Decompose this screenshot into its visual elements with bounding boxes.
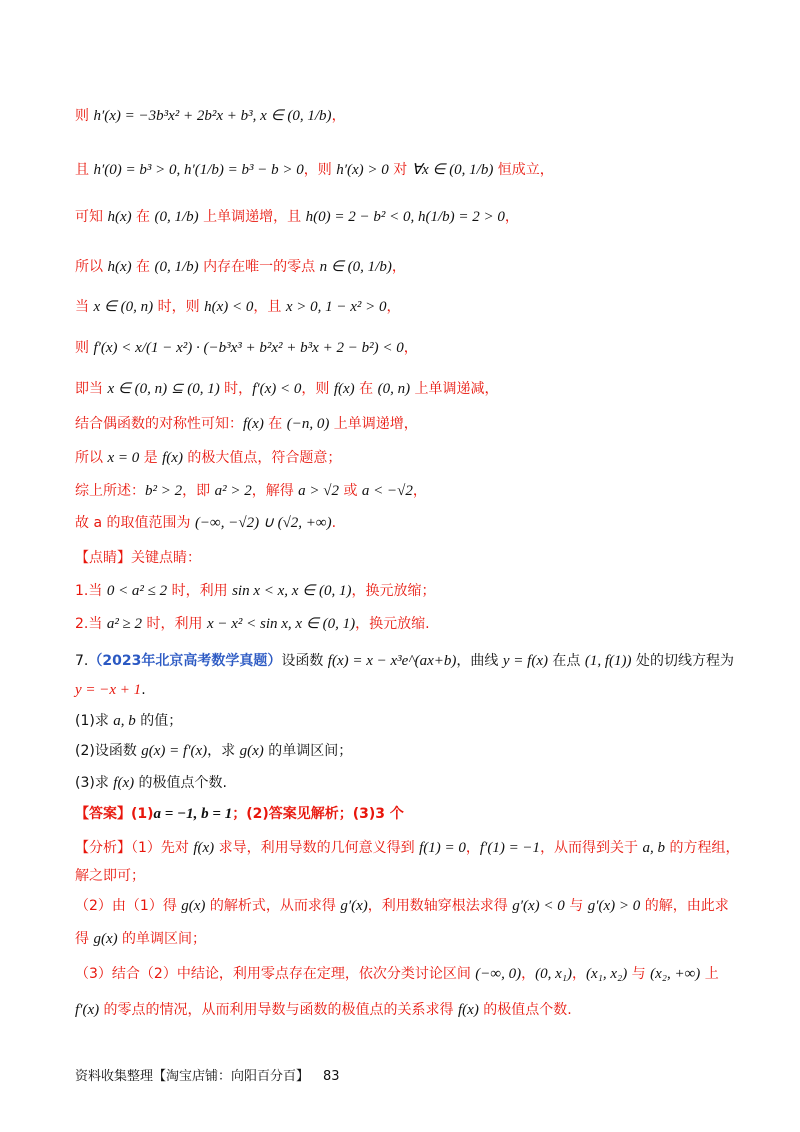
problem-7-statement: 7.（2023年北京高考数学真题）设函数 f(x) = x − x³e^(ax+b)，曲线 y = f(x) 在点 (1, f(1)) 处的切线方程为: [75, 653, 734, 669]
solution-line-unique-zero: 所以 h(x) 在 (0, 1/b) 内存在唯一的零点 n ∈ (0, 1/b)，: [75, 259, 406, 275]
solution-line-symmetry: 结合偶函数的对称性可知：f(x) 在 (−n, 0) 上单调递增，: [75, 416, 418, 432]
solution-line-h-negative: 当 x ∈ (0, n) 时，则 h(x) < 0，且 x > 0, 1 − x² > 0，: [75, 299, 401, 315]
problem-source: （2023年北京高考数学真题）: [88, 653, 282, 669]
problem-7-tangent-line: y = −x + 1.: [75, 682, 146, 698]
solution-line-f-decreasing: 即当 x ∈ (0, n) ⊆ (0, 1) 时，f′(x) < 0，则 f(x) 在 (0, n) 上单调递减，: [75, 381, 499, 397]
analysis-part-3-cont: f′(x) 的零点的情况，从而利用导数与函数的极值点的关系求得 f(x) 的极值点个数.: [75, 1002, 572, 1018]
key-point-2: 2.当 a² ≥ 2 时，利用 x − x² < sin x, x ∈ (0, 1)，换元放缩.: [75, 616, 430, 632]
solution-line-summary: 综上所述：b² > 2，即 a² > 2，解得 a > √2 或 a < −√2，: [75, 483, 427, 499]
problem-number: 7.: [75, 653, 89, 669]
analysis-part-1-cont: 解之即可；: [75, 868, 145, 884]
solution-line-h-increasing: 可知 h(x) 在 (0, 1/b) 上单调递增，且 h(0) = 2 − b² < 0, h(1/b) = 2 > 0，: [75, 209, 519, 225]
problem-7-part-1: (1)求 a, b 的值；: [75, 713, 183, 729]
analysis-part-2: （2）由（1）得 g(x) 的解析式，从而求得 g′(x)，利用数轴穿根法求得 g′(x) < 0 与 g′(x) > 0 的解，由此求: [75, 898, 729, 914]
solution-line-h-derivative-positive: 且 h′(0) = b³ > 0, h′(1/b) = b³ − b > 0，则 h′(x) > 0 对 ∀x ∈ (0, 1/b) 恒成立，: [75, 162, 554, 178]
page-footer: [75, 1065, 340, 1084]
problem-7-part-3: (3)求 f(x) 的极值点个数.: [75, 775, 228, 791]
analysis-part-1: 【分析】（1）先对 f(x) 求导，利用导数的几何意义得到 f(1) = 0，f′(1) = −1，从而得到关于 a, b 的方程组，: [75, 840, 740, 856]
analysis-part-2-cont: 得 g(x) 的单调区间；: [75, 931, 207, 947]
key-point-heading: 【点睛】关键点睛：: [75, 550, 201, 566]
solution-line-h-derivative: 则 h′(x) = −3b³x² + 2b²x + b³, x ∈ (0, 1/b)，: [75, 108, 346, 124]
problem-7-part-2: (2)设函数 g(x) = f′(x)，求 g(x) 的单调区间；: [75, 743, 353, 759]
answer-line: 【答案】(1)a = −1, b = 1；(2)答案见解析；(3)3 个: [75, 806, 404, 822]
solution-line-range: 故 a 的取值范围为 (−∞, −√2) ∪ (√2, +∞).: [75, 515, 337, 531]
page-number: 83: [323, 1069, 340, 1084]
solution-line-f-derivative-bound: 则 f′(x) < x/(1 − x²) · (−b³x³ + b²x² + b³x + 2 − b²) < 0，: [75, 340, 418, 356]
solution-line-max-point: 所以 x = 0 是 f(x) 的极大值点，符合题意；: [75, 450, 342, 466]
key-point-1: 1.当 0 < a² ≤ 2 时，利用 sin x < x, x ∈ (0, 1)，换元放缩；: [75, 583, 436, 599]
analysis-part-3: （3）结合（2）中结论，利用零点存在定理，依次分类讨论区间 (−∞, 0)，(0, x₁)，(x₁, x₂) 与 (x₂, +∞) 上: [75, 966, 719, 982]
footer-text: 资料收集整理【淘宝店铺：向阳百分百】: [75, 1069, 310, 1084]
